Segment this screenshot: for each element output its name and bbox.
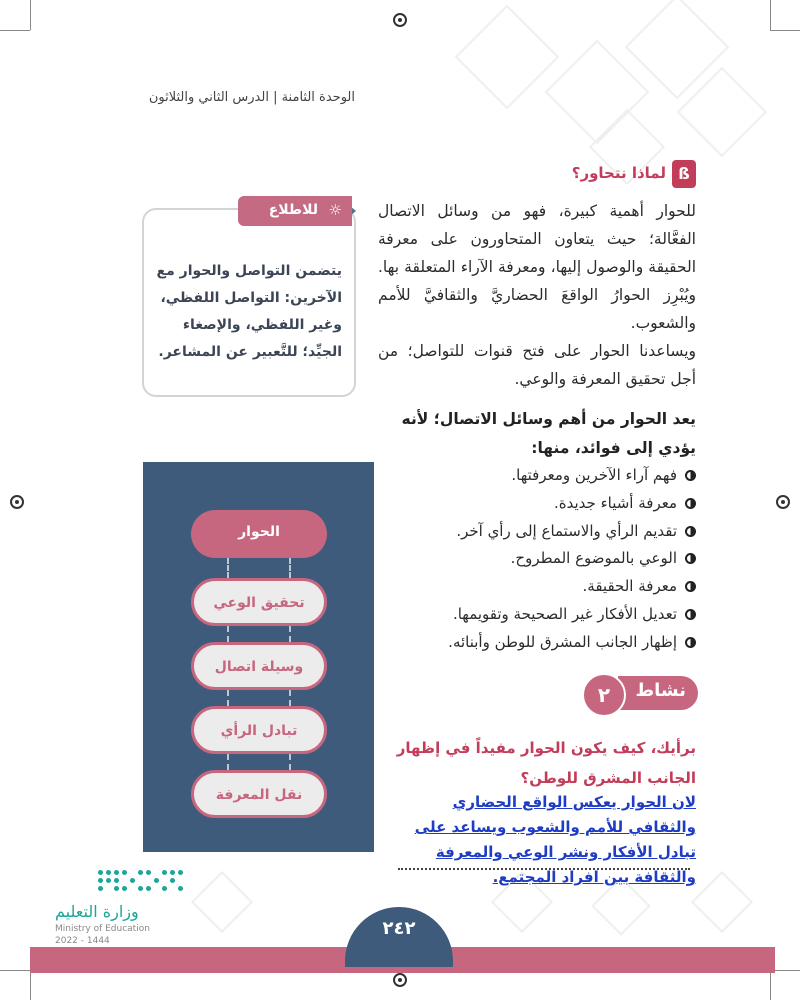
page-header: الوحدة الثامنة | الدرس الثاني والثلاثون bbox=[148, 90, 355, 105]
info-tab bbox=[238, 196, 352, 226]
list-item bbox=[378, 601, 696, 629]
edition-year: 2022 - 1444 bbox=[55, 936, 110, 946]
registration-mark-bottom bbox=[393, 973, 407, 987]
list-item-text: معرفة الحقيقة. bbox=[582, 577, 677, 596]
benefits-list bbox=[378, 462, 696, 657]
registration-mark-top bbox=[393, 13, 407, 27]
registration-mark-left bbox=[10, 495, 24, 509]
list-item bbox=[378, 518, 696, 546]
bullet-icon bbox=[685, 498, 696, 509]
bulb-icon: ☼ bbox=[328, 201, 342, 219]
list-item-text: فهم آراء الآخرين ومعرفتها. bbox=[511, 466, 677, 484]
diagram-node: وسيلة اتصال bbox=[191, 642, 327, 690]
list-item-text: إظهار الجانب المشرق للوطن وأبنائه. bbox=[448, 632, 677, 651]
dialogue-icon: ß bbox=[672, 160, 696, 188]
list-item bbox=[378, 490, 696, 518]
activity-badge bbox=[582, 673, 698, 713]
diagram-node: تبادل الرأي bbox=[191, 706, 327, 754]
answer-line bbox=[398, 868, 690, 870]
connector-line bbox=[289, 558, 291, 578]
connector-line bbox=[289, 690, 291, 706]
list-item-text: تقديم الرأي والاستماع إلى رأي آخر. bbox=[456, 521, 677, 540]
activity-number: ٢ bbox=[582, 673, 626, 717]
paragraph: ويساعدنا الحوار على فتح قنوات للتواصل؛ من أجل تحقيق المعرفة والوعي. bbox=[378, 342, 696, 388]
bullet-icon bbox=[685, 470, 696, 481]
dialogue-diagram bbox=[143, 462, 374, 852]
ministry-logo bbox=[98, 868, 182, 892]
diagram-main-node: الحوار bbox=[191, 510, 327, 558]
info-label: للاطلاع bbox=[268, 202, 318, 218]
connector-line bbox=[227, 690, 229, 706]
bullet-icon bbox=[685, 637, 696, 648]
connector-line bbox=[227, 626, 229, 642]
list-item-text: معرفة أشياء جديدة. bbox=[553, 493, 677, 512]
bullet-icon bbox=[685, 526, 696, 537]
list-item bbox=[378, 545, 696, 573]
page-number: ٢٤٢ bbox=[382, 918, 416, 939]
info-text: يتضمن التواصل والحوار مع الآخرين: التواصل اللفظي، وغير اللفظي، والإصغاء الجيِّد؛ للتَّعبير عن المشاعر. bbox=[156, 263, 342, 360]
list-item bbox=[378, 573, 696, 601]
section-heading bbox=[540, 160, 700, 188]
activity-answer: لان الحوار يعكس الواقع الحضاري والثقافي للأمم والشعوب ويساعد على تبادل الأفكار ونشر الوعي والمعرفة والثقافة بين افراد المجتمع. bbox=[414, 793, 696, 886]
paragraph: للحوار أهمية كبيرة، فهو من وسائل الاتصال الفعَّالة؛ حيث يتعاون المتحاورون على معرفة الحقيقة والوصول إليها، ومعرفة الآراء المتعلقة بها. ويُبْرِز الحوارُ الواقعَ الحضاريَّ والثقافيَّ للأمم والشعوب. bbox=[378, 202, 696, 332]
registration-mark-right bbox=[776, 495, 790, 509]
section-title: لماذا نتحاور؟ bbox=[571, 164, 666, 182]
connector-line bbox=[289, 754, 291, 770]
connector-line bbox=[227, 558, 229, 578]
activity-label: نشاط bbox=[635, 680, 686, 701]
ministry-name-arabic: وزارة التعليم bbox=[55, 902, 139, 921]
intro-paragraphs bbox=[378, 197, 696, 393]
ministry-name-english: Ministry of Education bbox=[55, 924, 150, 934]
list-item-text: تعديل الأفكار غير الصحيحة وتقويمها. bbox=[452, 604, 677, 623]
benefits-intro: يعد الحوار من أهم وسائل الاتصال؛ لأنه يؤدي إلى فوائد، منها: bbox=[401, 410, 696, 457]
list-item bbox=[378, 462, 696, 490]
connector-line bbox=[289, 626, 291, 642]
bullet-icon bbox=[685, 553, 696, 564]
list-item-text: الوعي بالموضوع المطروح. bbox=[510, 549, 677, 568]
diagram-node: نقل المعرفة bbox=[191, 770, 327, 818]
bullet-icon bbox=[685, 609, 696, 620]
activity-question: برأيك، كيف يكون الحوار مفيداً في إظهار الجانب المشرق للوطن؟ bbox=[396, 739, 696, 787]
connector-line bbox=[227, 754, 229, 770]
bullet-icon bbox=[685, 581, 696, 592]
list-item bbox=[378, 629, 696, 657]
diagram-node: تحقيق الوعي bbox=[191, 578, 327, 626]
